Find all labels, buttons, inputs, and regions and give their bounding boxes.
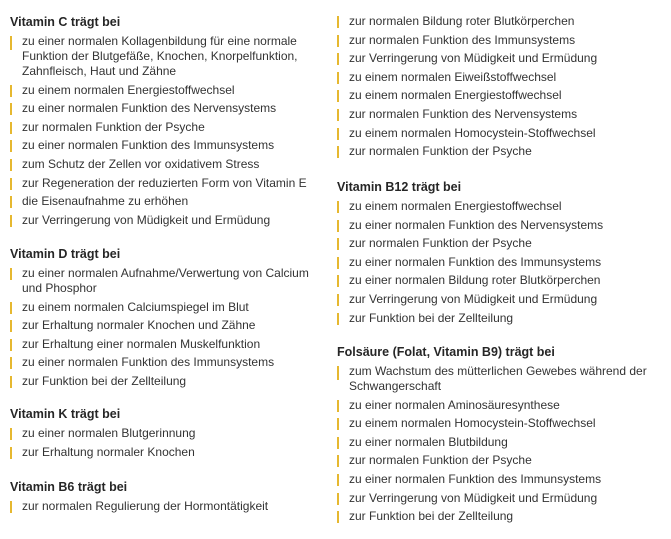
list-item: zur normalen Funktion des Nervensystems — [337, 107, 662, 122]
list-item: zu einem normalen Energiestoffwechsel — [337, 199, 662, 214]
accent-bar — [10, 339, 12, 351]
accent-bar — [10, 302, 12, 314]
accent-bar — [337, 511, 339, 523]
list-item: zu einem normalen Calciumspiegel im Blut — [10, 300, 330, 315]
list-item: zu einem normalen Homocystein-Stoffwechsel — [337, 416, 662, 431]
list-item: zur Funktion bei der Zellteilung — [337, 311, 662, 326]
section-folsaeure — [337, 345, 662, 528]
list-item: zur Verringerung von Müdigkeit und Ermüdung — [337, 491, 662, 506]
accent-bar — [10, 140, 12, 152]
accent-bar — [10, 178, 12, 190]
accent-bar — [10, 428, 12, 440]
accent-bar — [337, 474, 339, 486]
list-item: zu einem normalen Homocystein-Stoffwechsel — [337, 126, 662, 141]
accent-bar — [337, 72, 339, 84]
list-item: zu einer normalen Funktion des Immunsystems — [337, 472, 662, 487]
section-title: Vitamin K trägt bei — [10, 407, 121, 421]
list-item: zur normalen Funktion der Psyche — [337, 453, 662, 468]
section-vitamin-k — [10, 407, 330, 463]
list-item: zur normalen Funktion des Immunsystems — [337, 33, 662, 48]
accent-bar — [337, 257, 339, 269]
section-title: Folsäure (Folat, Vitamin B9) trägt bei — [337, 345, 555, 359]
accent-bar — [10, 501, 12, 513]
accent-bar — [337, 366, 339, 380]
accent-bar — [10, 36, 12, 50]
benefit-list — [10, 34, 330, 228]
list-item: zu einer normalen Kollagenbildung für eine normale Funktion der Blutgefäße, Knochen, Knorpelfunktion, Zahnfleisch, Haut und Zähne — [10, 34, 330, 79]
benefit-list — [337, 364, 662, 524]
list-item: zum Schutz der Zellen vor oxidativem Stress — [10, 157, 330, 172]
section-vitamin-b12 — [337, 180, 662, 329]
list-item: zur normalen Regulierung der Hormontätigkeit — [10, 499, 330, 514]
list-item: zur Erhaltung einer normalen Muskelfunktion — [10, 337, 330, 352]
accent-bar — [337, 275, 339, 287]
accent-bar — [337, 238, 339, 250]
accent-bar — [337, 16, 339, 28]
accent-bar — [337, 455, 339, 467]
list-item: zu einer normalen Funktion des Nervensystems — [337, 218, 662, 233]
list-item: zur Funktion bei der Zellteilung — [10, 374, 330, 389]
list-item: zu einer normalen Funktion des Immunsystems — [10, 138, 330, 153]
accent-bar — [337, 128, 339, 140]
accent-bar — [10, 122, 12, 134]
list-item: zu einer normalen Funktion des Immunsystems — [10, 355, 330, 370]
accent-bar — [337, 109, 339, 121]
section-vitamin-b6-continued — [337, 14, 662, 163]
accent-bar — [337, 53, 339, 65]
accent-bar — [10, 159, 12, 171]
accent-bar — [10, 215, 12, 227]
accent-bar — [337, 313, 339, 325]
accent-bar — [10, 103, 12, 115]
list-item: zur normalen Bildung roter Blutkörperchen — [337, 14, 662, 29]
list-item: zur normalen Funktion der Psyche — [10, 120, 330, 135]
section-title: Vitamin B6 trägt bei — [10, 480, 128, 494]
list-item: zu einer normalen Funktion des Nervensystems — [10, 101, 330, 116]
list-item: zu einer normalen Funktion des Immunsystems — [337, 255, 662, 270]
section-title: Vitamin D trägt bei — [10, 247, 121, 261]
list-item: zu einer normalen Aminosäuresynthese — [337, 398, 662, 413]
accent-bar — [337, 437, 339, 449]
accent-bar — [10, 196, 12, 208]
list-item: zur normalen Funktion der Psyche — [337, 144, 662, 159]
accent-bar — [10, 320, 12, 332]
benefit-list — [337, 199, 662, 326]
accent-bar — [10, 447, 12, 459]
list-item: zu einem normalen Energiestoffwechsel — [10, 83, 330, 98]
list-item: zur normalen Funktion der Psyche — [337, 236, 662, 251]
list-item: zur Erhaltung normaler Knochen und Zähne — [10, 318, 330, 333]
list-item: zu einem normalen Eiweißstoffwechsel — [337, 70, 662, 85]
benefit-list — [10, 266, 330, 389]
benefit-list — [10, 499, 330, 514]
section-vitamin-c — [10, 15, 330, 231]
accent-bar — [337, 493, 339, 505]
list-item: zur Regeneration der reduzierten Form von Vitamin E — [10, 176, 330, 191]
list-item: zur Verringerung von Müdigkeit und Ermüdung — [337, 292, 662, 307]
accent-bar — [10, 357, 12, 369]
accent-bar — [337, 400, 339, 412]
accent-bar — [337, 201, 339, 213]
list-item: zum Wachstum des mütterlichen Gewebes während der Schwangerschaft — [337, 364, 662, 394]
list-item: zu einer normalen Blutbildung — [337, 435, 662, 450]
list-item: zu einer normalen Blutgerinnung — [10, 426, 330, 441]
list-item: zu einer normalen Bildung roter Blutkörperchen — [337, 273, 662, 288]
list-item: zur Verringerung von Müdigkeit und Ermüdung — [10, 213, 330, 228]
accent-bar — [337, 35, 339, 47]
benefit-list — [337, 14, 662, 159]
benefit-list — [10, 426, 330, 460]
list-item: zu einem normalen Energiestoffwechsel — [337, 88, 662, 103]
section-vitamin-d — [10, 247, 330, 393]
list-item: zu einer normalen Aufnahme/Verwertung von Calcium und Phosphor — [10, 266, 330, 296]
accent-bar — [10, 268, 12, 280]
list-item: die Eisenaufnahme zu erhöhen — [10, 194, 330, 209]
accent-bar — [337, 90, 339, 102]
accent-bar — [337, 220, 339, 232]
list-item: zur Verringerung von Müdigkeit und Ermüdung — [337, 51, 662, 66]
list-item: zur Erhaltung normaler Knochen — [10, 445, 330, 460]
section-vitamin-b6 — [10, 480, 330, 518]
section-title: Vitamin C trägt bei — [10, 15, 121, 29]
accent-bar — [10, 85, 12, 97]
accent-bar — [337, 146, 339, 158]
section-title: Vitamin B12 trägt bei — [337, 180, 462, 194]
accent-bar — [10, 376, 12, 388]
accent-bar — [337, 294, 339, 306]
list-item: zur Funktion bei der Zellteilung — [337, 509, 662, 524]
accent-bar — [337, 418, 339, 430]
